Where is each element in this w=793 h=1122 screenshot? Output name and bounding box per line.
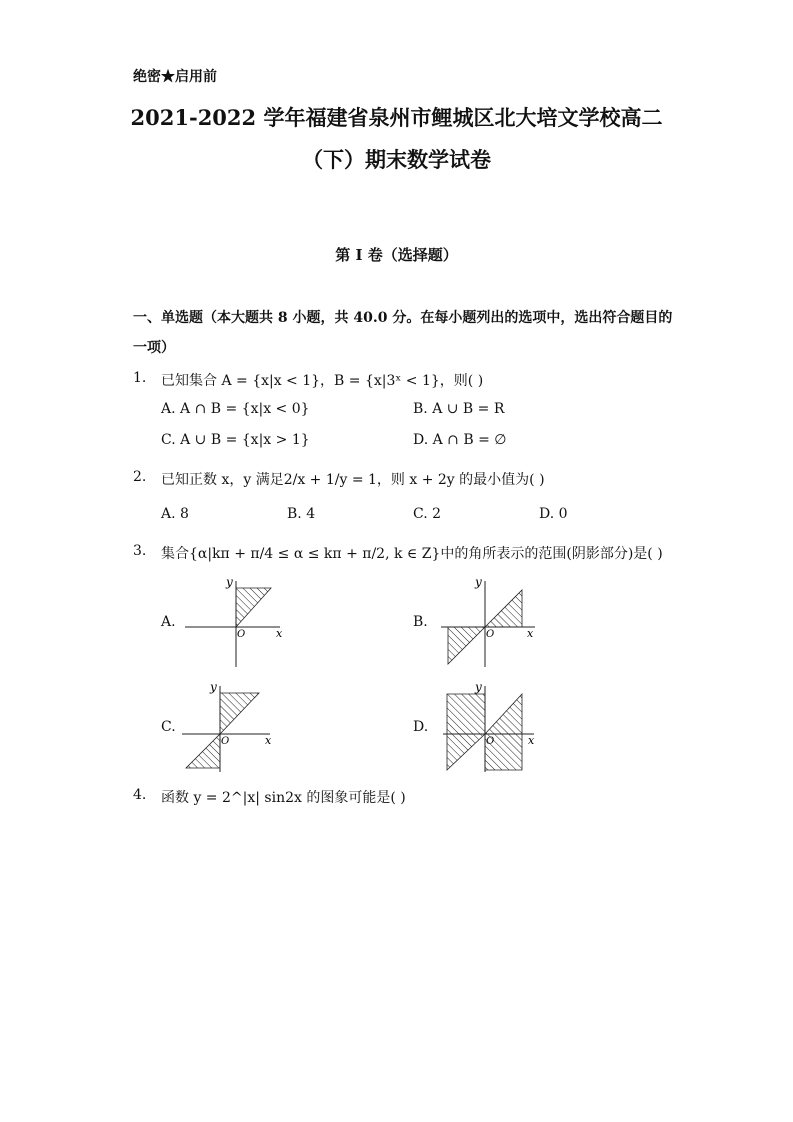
question-1-text: 已知集合 A = {x|x < 1}，B = {x|3ˣ < 1}，则( ) [161,373,484,389]
figure-a [180,575,290,670]
figure-b-origin-label: O [486,629,495,640]
figure-b-y-label: y [475,575,482,589]
figure-c-x-label: x [265,734,272,747]
question-3-text: 集合{α|kπ + π/4 ≤ α ≤ kπ + π/2, k ∈ Z}中的角所表示的范围(阴影部分)是( ) [161,546,663,562]
question-2-option-c: C. 2 [413,506,442,522]
question-3-option-b: B. [413,614,428,630]
question-1-option-a: A. A ∩ B = {x|x < 0} [161,401,310,417]
exam-title-line1: 2021-2022 学年福建省泉州市鲤城区北大培文学校高二 [130,105,663,130]
question-3-number: 3. [133,543,147,559]
figure-a-y-label: y [226,575,233,589]
figure-a-origin-label: O [237,629,246,640]
question-1-option-c: C. A ∪ B = {x|x > 1} [161,432,310,448]
figure-d-y-label: y [475,680,482,694]
section-heading-line2: 一项） [133,340,175,356]
question-2-option-a: A. 8 [161,506,189,522]
question-2-option-b: B. 4 [287,506,316,522]
figure-b [437,575,547,670]
question-4-number: 4. [133,787,147,803]
exam-title-line2: （下）期末数学试卷 [302,147,491,172]
figure-d-origin-label: O [486,736,495,747]
figure-d [440,680,550,775]
question-3-option-d: D. [413,719,429,735]
figure-c-y-label: y [210,680,217,694]
figure-c-origin-label: O [221,736,230,747]
question-2-option-d: D. 0 [539,506,568,522]
section-heading-line1: 一、单选题（本大题共 8 小题，共 40.0 分。在每小题列出的选项中，选出符合题目的 [133,310,673,326]
question-3-option-a: A. [161,614,176,630]
part-heading: 第 I 卷（选择题） [335,246,458,264]
question-3-option-c: C. [161,719,176,735]
question-1-option-b: B. A ∪ B = R [413,401,505,417]
question-4-text: 函数 y = 2^|x| sin2x 的图象可能是( ) [161,790,406,806]
question-1-number: 1. [133,370,147,386]
figure-d-x-label: x [528,734,535,747]
secret-mark: 绝密★启用前 [133,69,217,85]
figure-c [180,680,280,775]
figure-a-x-label: x [276,627,283,640]
question-2-number: 2. [133,469,147,485]
question-2-text: 已知正数 x，y 满足2/x + 1/y = 1，则 x + 2y 的最小值为( ) [161,472,545,488]
figure-b-x-label: x [527,627,534,640]
question-1-option-d: D. A ∩ B = ∅ [413,432,507,448]
